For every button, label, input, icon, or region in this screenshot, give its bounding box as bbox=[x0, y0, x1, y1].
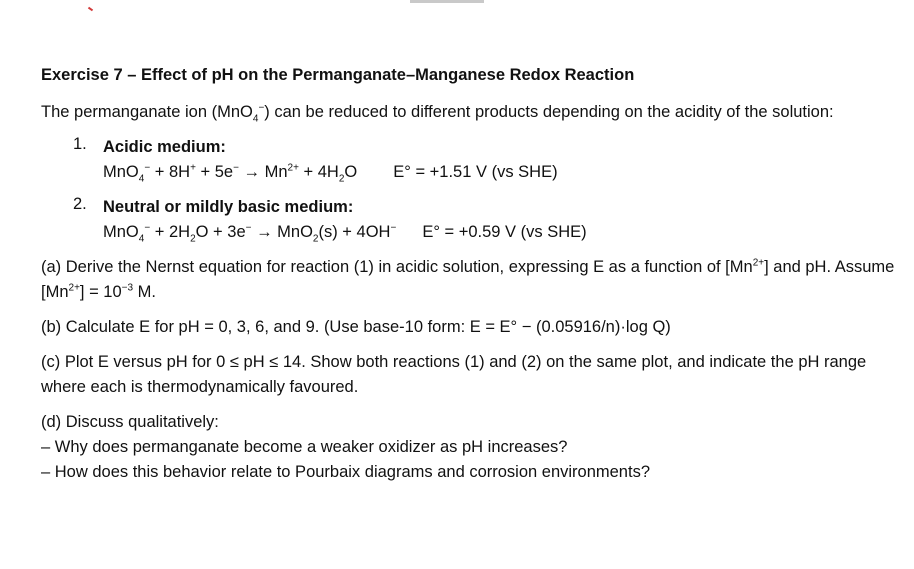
reaction-number: 1. bbox=[73, 135, 87, 153]
document-page bbox=[41, 66, 901, 495]
question-part-c: (c) Plot E versus pH for 0 ≤ pH ≤ 14. Show both reactions (1) and (2) on the same plot, and indicate the pH range where each is thermodynamically favoured. bbox=[41, 353, 867, 396]
reaction-equation: $MnO_4^- + 8H^+ + 5e^- \to Mn^{2+} + 4H_2O$ E° = +1.51 V (vs SHE) bbox=[103, 162, 558, 185]
standard-potential: E° = +0.59 V (vs SHE) bbox=[422, 223, 587, 241]
part-d-question-1: – Why does permanganate become a weaker oxidizer as pH increases? bbox=[41, 438, 568, 456]
standard-potential: E° = +1.51 V (vs SHE) bbox=[393, 163, 558, 181]
reaction-number: 2. bbox=[73, 195, 87, 213]
part-d-question-2: – How does this behavior relate to Pourbaix diagrams and corrosion environments? bbox=[41, 463, 650, 481]
part-d-intro: (d) Discuss qualitatively: bbox=[41, 413, 219, 431]
reaction-heading: Neutral or mildly basic medium: bbox=[103, 198, 354, 216]
reaction-equation: $MnO_4^- + 2H_2O + 3e^- \to MnO_2(s) + 4OH^-$ E° = +0.59 V (vs SHE) bbox=[103, 222, 587, 245]
top-edge-strip bbox=[410, 0, 484, 3]
stray-red-mark bbox=[88, 7, 93, 12]
intro-paragraph: The permanganate ion (MnO$_4$−) can be reduced to different products depending on the acidity of the solution: bbox=[41, 102, 834, 125]
question-part-b: (b) Calculate E for pH = 0, 3, 6, and 9. (Use base-10 form: E = E° − (0.05916/n)·log Q) bbox=[41, 318, 671, 336]
reaction-item-basic bbox=[41, 195, 901, 245]
question-part-a: (a) Derive the Nernst equation for reaction (1) in acidic solution, expressing E as a function of $[Mn^{2+}]$ and pH. Assume $[Mn^{2+}] = 10^{-3}$ M. bbox=[41, 257, 895, 301]
reaction-list bbox=[41, 135, 901, 245]
question-part-d bbox=[41, 410, 901, 485]
reaction-item-acidic bbox=[41, 135, 901, 185]
exercise-title: Exercise 7 – Effect of pH on the Permanganate–Manganese Redox Reaction bbox=[41, 66, 635, 84]
reaction-heading: Acidic medium: bbox=[103, 138, 226, 156]
